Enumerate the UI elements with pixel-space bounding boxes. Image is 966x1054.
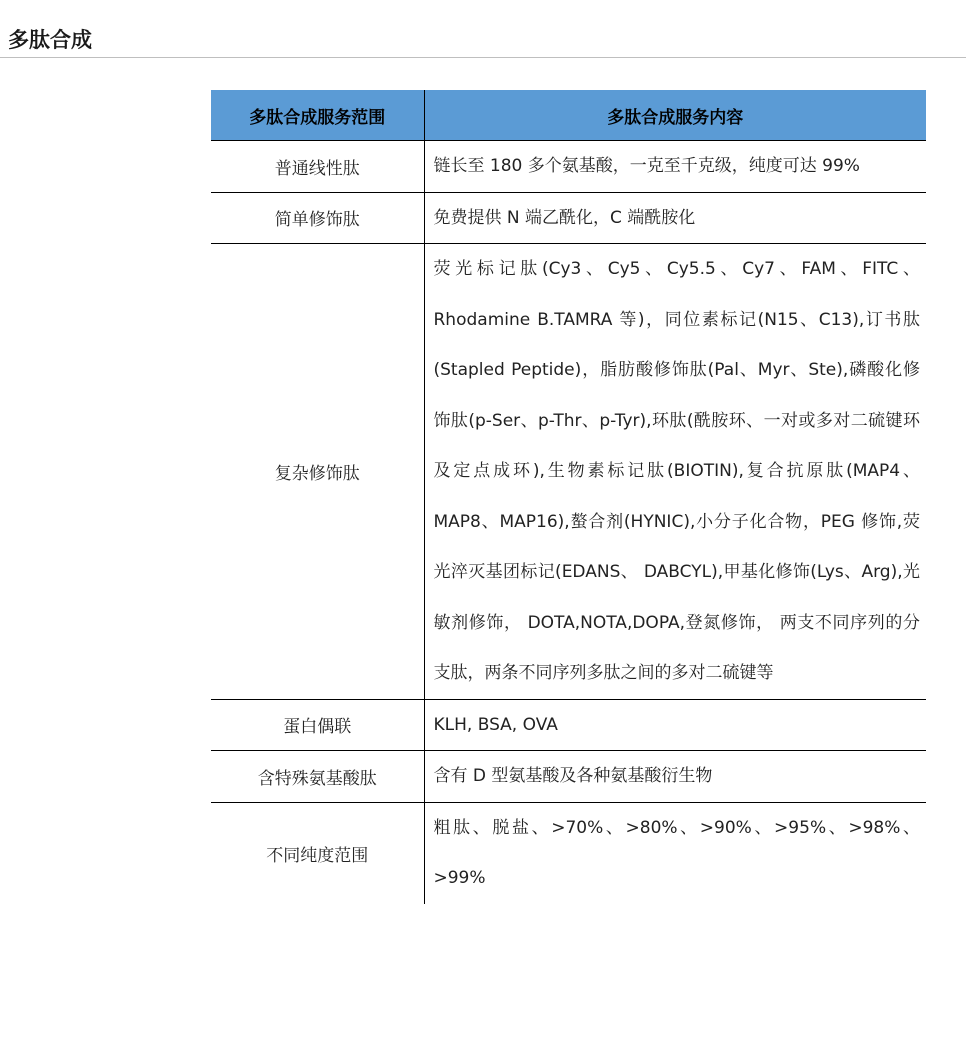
header-service-scope: 多肽合成服务范围 (211, 90, 424, 141)
table-row-special-amino-acid (211, 751, 926, 803)
row-scope: 普通线性肽 (211, 141, 424, 193)
row-scope: 复杂修饰肽 (211, 244, 424, 700)
row-scope: 蛋白偶联 (211, 699, 424, 751)
title-divider (0, 57, 966, 58)
table-header-row (211, 90, 926, 141)
row-content: 链长至 180 多个氨基酸，一克至千克级，纯度可达 99% (424, 141, 926, 193)
peptide-service-table (211, 90, 926, 904)
row-content: 粗肽、脱盐、>70%、>80%、>90%、>95%、>98%、>99% (433, 817, 920, 888)
header-service-content: 多肽合成服务内容 (424, 90, 926, 141)
row-content: 免费提供 N 端乙酰化，C 端酰胺化 (424, 192, 926, 244)
table-row-linear-peptide (211, 141, 926, 193)
table-row-purity-range (211, 802, 926, 904)
row-content: 含有 D 型氨基酸及各种氨基酸衍生物 (424, 751, 926, 803)
table-row-simple-modified (211, 192, 926, 244)
table-row-protein-conjugation (211, 699, 926, 751)
row-scope: 含特殊氨基酸肽 (211, 751, 424, 803)
table-row-complex-modified (211, 244, 926, 700)
row-content: KLH, BSA, OVA (424, 699, 926, 751)
section-title: 多肽合成 (8, 28, 92, 52)
row-scope: 简单修饰肽 (211, 192, 424, 244)
row-content: 荧光标记肽(Cy3、Cy5、Cy5.5、Cy7、FAM、FITC、Rhodamine B.TAMRA 等)，同位素标记(N15、C13),订书肽(Stapled Peptide)，脂肪酸修饰肽(Pal、Myr、Ste),磷酸化修饰肽(p-Ser、p-Thr、p-Tyr),环肽(酰胺环、一对或多对二硫键环及定点成环),生物素标记肽(BIOTIN),复合抗原肽(MAP4、MAP8、MAP16),螯合剂(HYNIC),小分子化合物，PEG 修饰,荧光淬灭基团标记(EDANS、 DABCYL),甲基化修饰(Lys、Arg),光敏剂修饰， DOTA,NOTA,DOPA,登氮修饰， 两支不同序列的分支肽，两条不同序列多肽之间的多对二硫键等 (424, 244, 926, 700)
row-scope: 不同纯度范围 (211, 802, 424, 904)
